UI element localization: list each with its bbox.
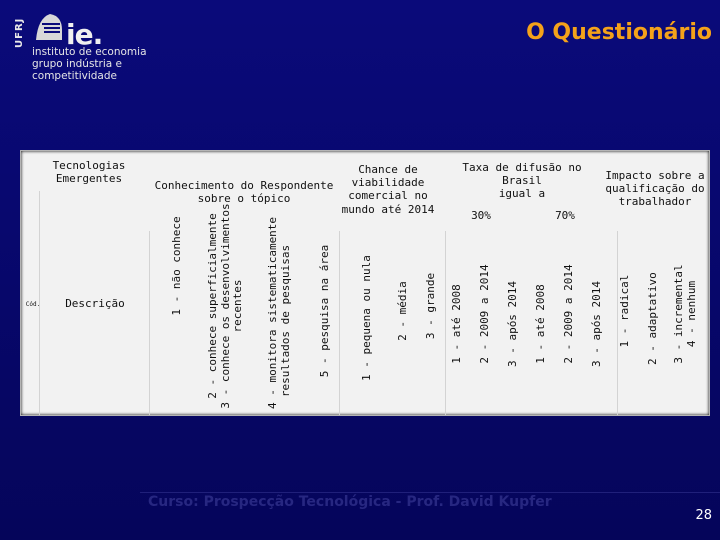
page-title: O Questionário bbox=[526, 20, 712, 45]
logo-ufrj: UFRJ bbox=[14, 17, 25, 48]
knowledge-item-2-3: 2 - conhece superficialmente 3 - conhece os desenvolvimentos recentes bbox=[206, 203, 245, 409]
footer-divider bbox=[140, 492, 720, 493]
divider bbox=[39, 191, 40, 415]
diffusion-30: 30% bbox=[471, 209, 491, 222]
column-cod-header: Cód. bbox=[25, 301, 41, 308]
impact-item-3-4: 3 - incremental 4 - nenhum bbox=[672, 264, 698, 364]
knowledge-item-1: 1 - não conhece bbox=[170, 216, 183, 316]
logo bbox=[6, 4, 196, 82]
chance-item-1: 1 - pequena ou nula bbox=[360, 255, 373, 381]
knowledge-item-4: 4 - monitora sistematicamente resultados de pesquisas bbox=[266, 216, 292, 409]
diffusion-70: 70% bbox=[555, 209, 575, 222]
impact-header: Impacto sobre a qualificação do trabalhador bbox=[605, 169, 705, 209]
knowledge-item-5: 5 - pesquisa na área bbox=[318, 244, 331, 378]
diffusion-header: Taxa de difusão no Brasil igual a bbox=[462, 161, 582, 201]
knowledge-header: Conhecimento do Respondente sobre o tópico bbox=[154, 179, 334, 206]
chance-item-3: 3 - grande bbox=[424, 272, 437, 340]
diffusion-item-1: 1 - até 2008 bbox=[450, 284, 463, 364]
impact-item-1: 1 - radical bbox=[618, 274, 631, 348]
chance-item-2: 2 - média bbox=[396, 281, 409, 341]
helmet-icon bbox=[32, 10, 66, 44]
footer-course: Curso: Prospecção Tecnológica - Prof. David Kupfer bbox=[148, 494, 552, 510]
questionnaire-table bbox=[20, 150, 710, 416]
column-tech-header: Tecnologias Emergentes bbox=[52, 159, 126, 186]
divider bbox=[339, 231, 340, 415]
column-desc-header: Descrição bbox=[65, 297, 125, 310]
page-number: 28 bbox=[695, 508, 712, 523]
diffusion-item-4: 1 - até 2008 bbox=[534, 284, 547, 364]
logo-line-1: instituto de economia bbox=[32, 46, 147, 58]
diffusion-item-5: 2 - 2009 a 2014 bbox=[562, 264, 575, 364]
diffusion-item-6: 3 - após 2014 bbox=[590, 280, 603, 368]
logo-line-2: grupo indústria e competitividade bbox=[32, 58, 123, 82]
diffusion-item-3: 3 - após 2014 bbox=[506, 280, 519, 368]
impact-item-2: 2 - adaptativo bbox=[646, 272, 659, 365]
logo-ie: ie. bbox=[66, 18, 103, 51]
chance-header: Chance de viabilidade comercial no mundo até 2014 bbox=[341, 163, 435, 216]
diffusion-item-2: 2 - 2009 a 2014 bbox=[478, 264, 491, 364]
divider bbox=[149, 231, 150, 415]
divider bbox=[445, 231, 446, 415]
